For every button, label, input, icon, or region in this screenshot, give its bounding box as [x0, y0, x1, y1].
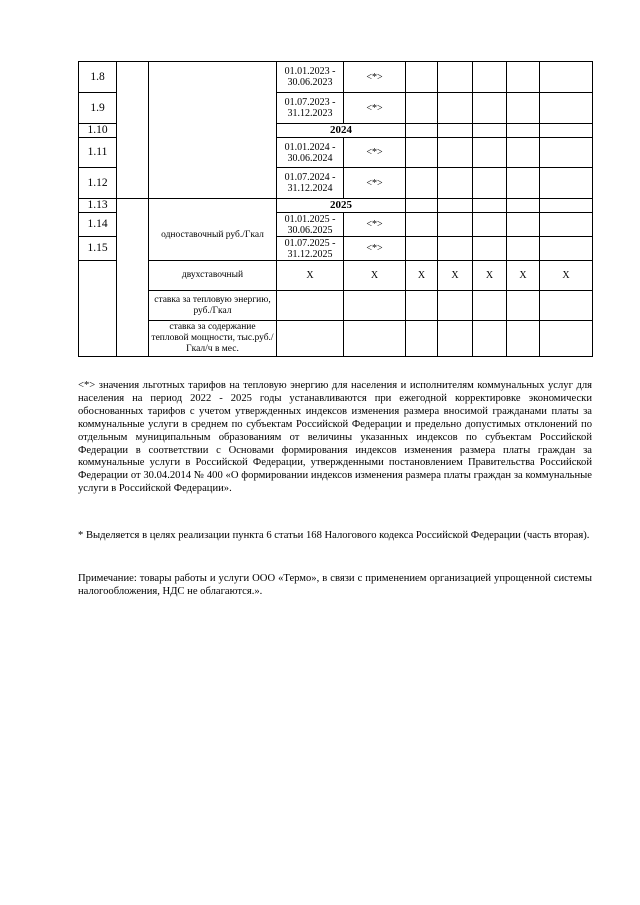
- tariff-value-cell: <*>: [344, 138, 406, 168]
- period-cell: 01.01.2025 - 30.06.2025: [277, 213, 344, 237]
- table-row: [79, 321, 593, 357]
- tariff-value-cell: <*>: [344, 237, 406, 261]
- tariff-value-cell: <*>: [344, 168, 406, 199]
- footnote-star: <*> значения льготных тарифов на тепловую энергию для населения и исполнителям коммунальных услуг для населения на период 2022 - 2025 годы устанавливаются при ежегодной корректировке экономически обоснованных тарифов с учетом утвержденных индексов изменения размера вносимой гражданами платы за коммунальные услуги в среднем по субъектам Российской Федерации и предельно допустимых отклонений по отдельным муниципальным образованиям от величины указанных индексов по субъектам Российской Федерации в соответствии с Основами формирования индексов изменения размера платы граждан за коммунальные услуги в Российской Федерации, утвержденными постановлением Правительства Российской Федерации от 30.04.2014 № 400 «О формировании индексов изменения размера платы граждан за коммунальные услуги в Российской Федерации».: [78, 380, 592, 495]
- table-row: [79, 199, 593, 213]
- tariff-table: [78, 61, 593, 357]
- period-cell: 01.01.2024 - 30.06.2024: [277, 138, 344, 168]
- x-mark: X: [406, 261, 438, 291]
- period-cell: 01.01.2023 - 30.06.2023: [277, 62, 344, 93]
- empty-cell: [149, 62, 277, 199]
- two-rate-label: двухставочный: [149, 261, 277, 291]
- row-number: 1.12: [79, 168, 117, 199]
- period-cell: 01.07.2024 - 31.12.2024: [277, 168, 344, 199]
- period-cell: 01.07.2023 - 31.12.2023: [277, 93, 344, 124]
- capacity-rate-label: ставка за содержание тепловой мощности, тыс.руб./Гкал/ч в мес.: [149, 321, 277, 357]
- row-number: 1.8: [79, 62, 117, 93]
- remark-note: Примечание: товары работы и услуги ООО «Термо», в связи с применением организацией упрощенной системы налогообложения, НДС не облагаются.».: [78, 573, 592, 597]
- row-number: 1.15: [79, 237, 117, 261]
- energy-rate-label: ставка за тепловую энергию, руб./Гкал: [149, 291, 277, 321]
- row-number: 1.11: [79, 138, 117, 168]
- x-mark: X: [438, 261, 473, 291]
- table-row: [79, 261, 593, 291]
- row-number: 1.14: [79, 213, 117, 237]
- tariff-value-cell: <*>: [344, 62, 406, 93]
- x-mark: X: [507, 261, 540, 291]
- row-number: 1.9: [79, 93, 117, 124]
- year-heading: 2025: [277, 199, 406, 213]
- x-mark: X: [344, 261, 406, 291]
- x-mark: X: [540, 261, 593, 291]
- row-number: 1.10: [79, 124, 117, 138]
- year-heading: 2024: [277, 124, 406, 138]
- vat-note: * Выделяется в целях реализации пункта 6 статьи 168 Налогового кодекса Российской Федерации (часть вторая).: [78, 530, 590, 541]
- table-row: [79, 62, 593, 93]
- tariff-value-cell: <*>: [344, 213, 406, 237]
- row-number: 1.13: [79, 199, 117, 213]
- tariff-value-cell: <*>: [344, 93, 406, 124]
- single-rate-label: одноставочный руб./Гкал: [149, 199, 277, 261]
- x-mark: X: [473, 261, 507, 291]
- x-mark: X: [277, 261, 344, 291]
- empty-cell: [117, 199, 149, 357]
- empty-cell: [79, 261, 117, 357]
- empty-cell: [117, 62, 149, 199]
- period-cell: 01.07.2025 - 31.12.2025: [277, 237, 344, 261]
- table-row: [79, 291, 593, 321]
